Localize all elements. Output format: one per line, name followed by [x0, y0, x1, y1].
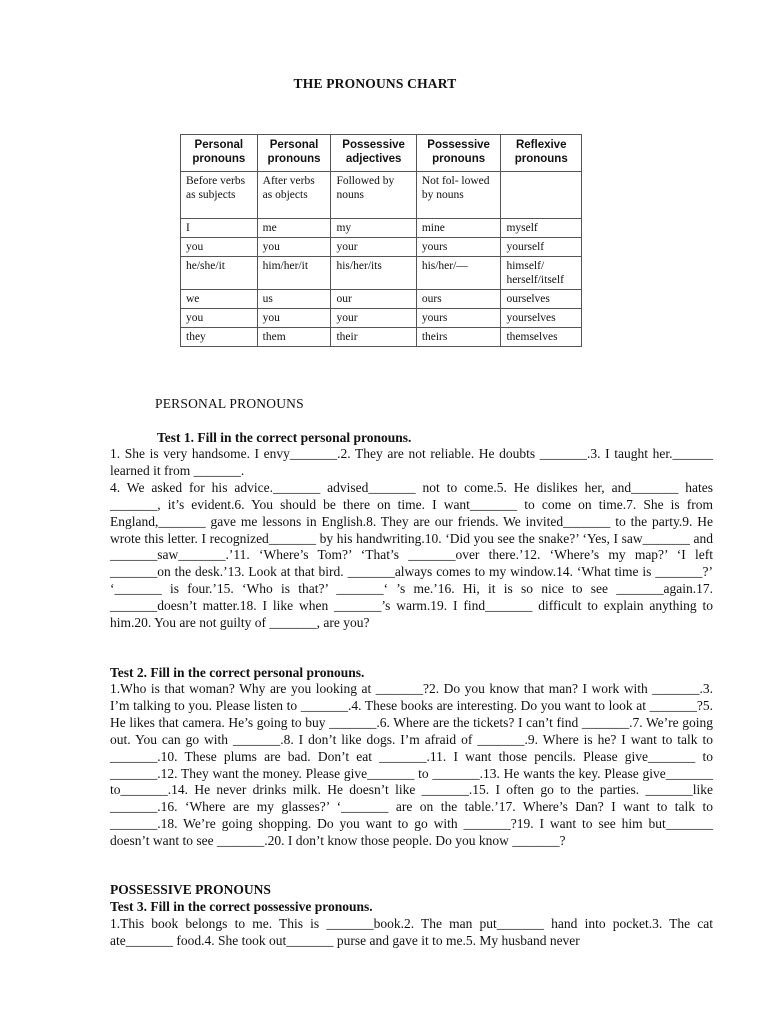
table-row [181, 257, 582, 290]
table-cell: our [331, 290, 416, 309]
table-cell: you [181, 238, 258, 257]
page-title: THE PRONOUNS CHART [293, 76, 457, 91]
table-cell: me [257, 219, 331, 238]
table-row [181, 238, 582, 257]
table-cell [501, 172, 582, 219]
table-cell: yours [416, 238, 501, 257]
test3-body [110, 916, 713, 950]
table-cell: ourselves [501, 290, 582, 309]
section-heading-possessive: POSSESSIVE PRONOUNS [110, 882, 271, 897]
table-cell: he/she/it [181, 257, 258, 290]
table-row [181, 328, 582, 347]
test1-paragraph: 4. We asked for his advice._______ advised_______ not to come.5. He dislikes her, and_______ hates _______, it’s evident.6. You should be there on time. I want_______ to come on time.7. She is from England,_______ gave me lessons in English.8. They are our friends. We invited_______ to the party.9. He wrote this letter. I recognized_______ by his handwriting.10. ‘Did you see the snake?’ ‘Yes, I saw_______ and _______saw_______.’11. ‘Where’s Tom?’ ‘That’s _______over there.’12. ‘Where’s my map?’ ‘I left _______on the desk.’13. Look at that bird. _______always comes to my window.14. ‘What time is _______?’ ‘_______ is four.’15. ‘Who is that?’ _______‘ ’s me.’16. Hi, it is so nice to see _______again.17. _______doesn’t matter.18. I like when _______’s warm.19. I find_______ difficult to explain anything to him.20. You are not guilty of _______, are you? [110, 479, 713, 631]
table-cell: Before verbs as subjects [181, 172, 258, 219]
table-cell: my [331, 219, 416, 238]
test3-title: Test 3. Fill in the correct possessive pronouns. [110, 899, 373, 914]
test2-paragraph: 1.Who is that woman? Why are you looking at _______?2. Do you know that man? I work with _______.3. I’m talking to you. Please listen to _______.4. These books are interesting. Do you want to look at _______?5. He likes that camera. He’s going to buy _______.6. Where are the tickets? I can’t find _______.7. We’re going out. You can go with _______.8. I don’t like dogs. I’m afraid of _______.9. Where is he? I want to talk to _______.10. These plums are bad. Don’t eat _______.11. I want those pencils. Please give_______ to _______.12. They want the money. Please give_______ to _______.13. He wants the key. Please give_______ to_______.14. He never drinks milk. He doesn’t like _______.15. I often go to the parties. _______like _______.16. ‘Where are my glasses?’ ‘_______ are on the table.’17. Where’s Dan? I want to talk to _______.18. We’re going shopping. Do you want to go with _______?19. I want to see him but_______ doesn’t want to see _______.20. I don’t know those people. Do you know _______? [110, 681, 713, 849]
table-cell: I [181, 219, 258, 238]
table-cell: yourselves [501, 309, 582, 328]
test1-title: Test 1. Fill in the correct personal pronouns. [157, 430, 412, 445]
table-description-row [181, 172, 582, 219]
table-cell: myself [501, 219, 582, 238]
table-header-cell: Possessive pronouns [416, 135, 501, 172]
table-cell: your [331, 309, 416, 328]
test1-body [110, 446, 713, 632]
table-cell: ours [416, 290, 501, 309]
table-header-row [181, 135, 582, 172]
table-cell: you [257, 309, 331, 328]
table-row [181, 219, 582, 238]
table-header-cell: Reflexive pronouns [501, 135, 582, 172]
table-cell: their [331, 328, 416, 347]
table-cell: theirs [416, 328, 501, 347]
test2-body [110, 681, 713, 850]
table-cell: your [331, 238, 416, 257]
table-cell: Followed by nouns [331, 172, 416, 219]
table-header-cell: Personal pronouns [181, 135, 258, 172]
table-cell: us [257, 290, 331, 309]
table-cell: them [257, 328, 331, 347]
table-cell: mine [416, 219, 501, 238]
table-cell: yours [416, 309, 501, 328]
test3-paragraph: 1.This book belongs to me. This is _______book.2. The man put_______ hand into pocket.3. The cat ate_______ food.4. She took out_______ purse and gave it to me.5. My husband never [110, 916, 713, 948]
table-cell: his/her/— [416, 257, 501, 290]
table-cell: Not fol- lowed by nouns [416, 172, 501, 219]
section-heading-personal: PERSONAL PRONOUNS [155, 396, 304, 411]
table-cell: you [257, 238, 331, 257]
table-cell: himself/ herself/itself [501, 257, 582, 290]
table-cell: him/her/it [257, 257, 331, 290]
table-cell: they [181, 328, 258, 347]
table-cell: his/her/its [331, 257, 416, 290]
pronouns-chart-table [180, 134, 582, 347]
test1-paragraph: 1. She is very handsome. I envy_______.2. They are not reliable. He doubts _______.3. I taught her.______ learned it from _______. [110, 446, 713, 478]
table-header-cell: Possessive adjectives [331, 135, 416, 172]
table-cell: After verbs as objects [257, 172, 331, 219]
table-cell: yourself [501, 238, 582, 257]
table-header-cell: Personal pronouns [257, 135, 331, 172]
table-cell: themselves [501, 328, 582, 347]
table-row [181, 309, 582, 328]
table-cell: we [181, 290, 258, 309]
table-cell: you [181, 309, 258, 328]
table-row [181, 290, 582, 309]
test2-title: Test 2. Fill in the correct personal pronouns. [110, 665, 365, 680]
